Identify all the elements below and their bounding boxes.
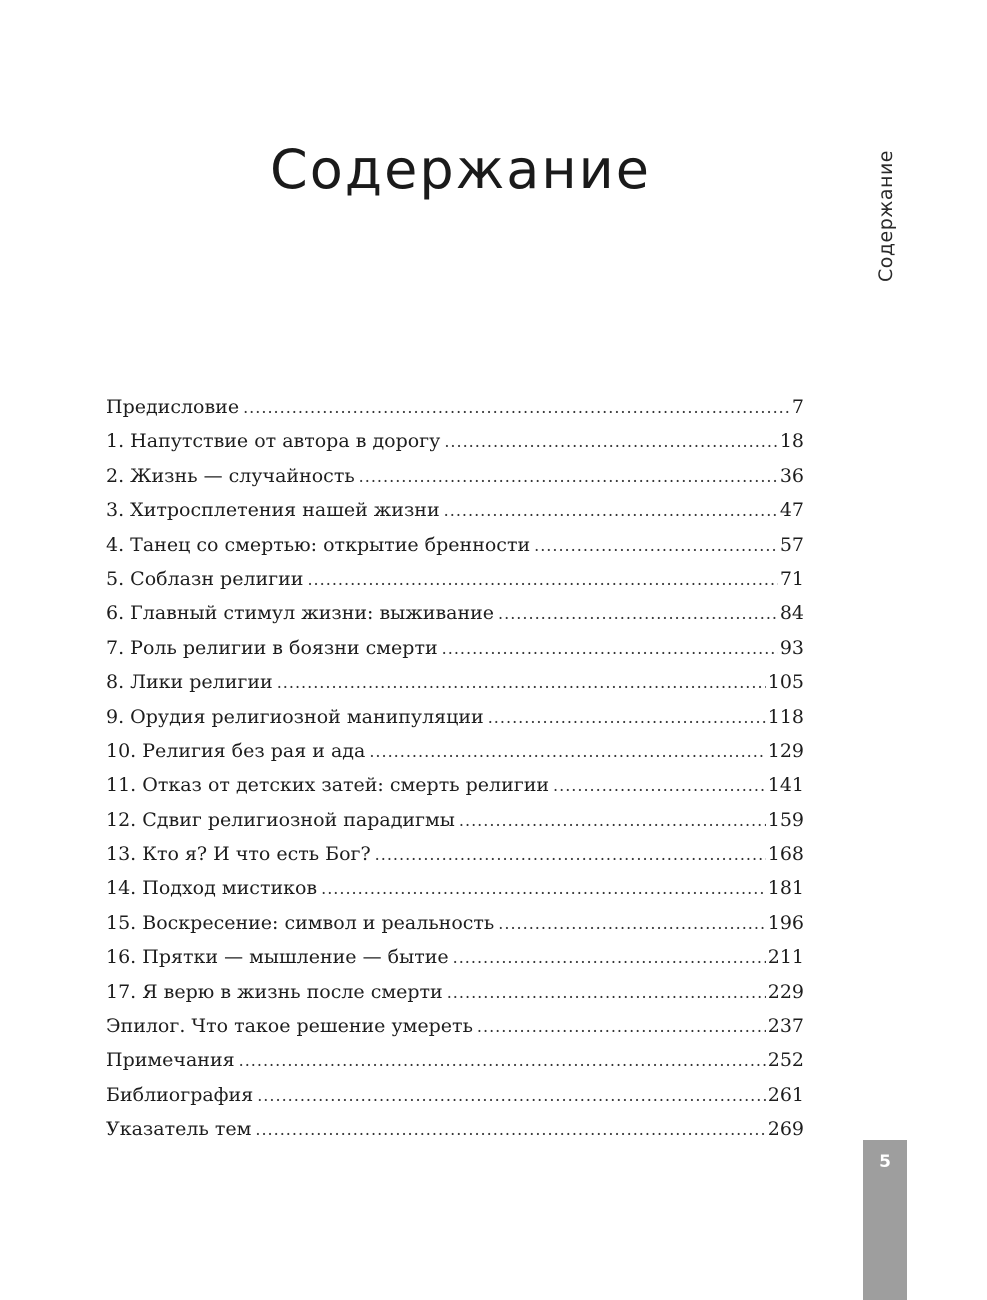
dot-leader [321,874,766,904]
page-title: Содержание [270,138,651,201]
dot-leader [239,1046,766,1076]
toc-entry-label: 11. Отказ от детских затей: смерть религии [106,774,550,797]
toc-entry-page: 84 [779,602,804,625]
toc-entry-label: 14. Подход мистиков [106,877,318,900]
toc-entry-page: 141 [767,774,804,797]
toc-entry-page: 159 [767,808,804,831]
dot-leader [243,393,790,423]
toc-entry-label: 12. Сдвиг религиозной парадигмы [106,808,455,831]
toc-entry-label: Указатель тем [106,1118,252,1141]
dot-leader [369,737,765,767]
toc-entry-page: 229 [767,980,804,1003]
toc-entry-label: 2. Жизнь — случайность [106,464,355,487]
toc-entry-chapter-14[interactable] [106,873,804,907]
toc-entry-chapter-15[interactable] [106,908,804,942]
toc-entry-chapter-7[interactable] [106,633,804,667]
toc-entry-bibliography[interactable] [106,1080,804,1114]
table-of-contents [106,392,804,1149]
toc-entry-page: 261 [767,1083,804,1106]
toc-entry-chapter-4[interactable] [106,530,804,564]
toc-entry-epilogue[interactable] [106,1011,804,1045]
dot-leader [553,771,766,801]
toc-entry-chapter-9[interactable] [106,702,804,736]
toc-entry-chapter-10[interactable] [106,736,804,770]
dot-leader [359,462,778,492]
toc-entry-label: Библиография [106,1083,254,1106]
toc-entry-chapter-1[interactable] [106,426,804,460]
toc-entry-page: 57 [779,533,804,556]
toc-entry-label: 1. Напутствие от автора в дорогу [106,430,441,453]
toc-entry-label: Примечания [106,1049,235,1072]
toc-entry-chapter-2[interactable] [106,461,804,495]
dot-leader [459,806,766,836]
toc-entry-page: 93 [779,636,804,659]
toc-entry-chapter-8[interactable] [106,667,804,701]
toc-entry-chapter-5[interactable] [106,564,804,598]
toc-entry-page: 269 [767,1118,804,1141]
running-header-vertical: Содержание [875,150,897,282]
dot-leader [375,840,766,870]
toc-entry-page: 196 [767,911,804,934]
toc-entry-label: 5. Соблазн религии [106,567,304,590]
toc-entry-label: 15. Воскресение: символ и реальность [106,911,495,934]
toc-entry-page: 71 [779,567,804,590]
toc-entry-page: 181 [767,877,804,900]
toc-entry-chapter-12[interactable] [106,805,804,839]
toc-entry-chapter-13[interactable] [106,839,804,873]
dot-leader [277,668,766,698]
toc-entry-page: 18 [779,430,804,453]
dot-leader [477,1012,766,1042]
dot-leader [447,978,766,1008]
toc-entry-chapter-11[interactable] [106,770,804,804]
dot-leader [444,496,778,526]
toc-entry-label: 17. Я верю в жизнь после смерти [106,980,443,1003]
toc-entry-label: 16. Прятки — мышление — бытие [106,946,449,969]
page-number: 5 [879,1152,891,1172]
toc-entry-notes[interactable] [106,1045,804,1079]
toc-entry-chapter-6[interactable] [106,598,804,632]
toc-entry-page: 118 [767,705,804,728]
toc-entry-label: 6. Главный стимул жизни: выживание [106,602,495,625]
toc-entry-page: 105 [767,671,804,694]
toc-entry-page: 168 [767,843,804,866]
toc-entry-label: 13. Кто я? И что есть Бог? [106,843,371,866]
toc-entry-label: 10. Религия без рая и ада [106,739,366,762]
dot-leader [444,427,777,457]
dot-leader [498,909,765,939]
toc-entry-label: 3. Хитросплетения нашей жизни [106,499,440,522]
toc-entry-chapter-16[interactable] [106,942,804,976]
dot-leader [534,531,778,561]
toc-entry-label: 8. Лики религии [106,671,273,694]
toc-entry-label: 7. Роль религии в боязни смерти [106,636,438,659]
toc-entry-label: 4. Танец со смертью: открытие бренности [106,533,531,556]
toc-entry-preface[interactable] [106,392,804,426]
dot-leader [488,703,766,733]
toc-entry-chapter-17[interactable] [106,977,804,1011]
toc-entry-label: Эпилог. Что такое решение умереть [106,1015,473,1038]
toc-entry-page: 237 [767,1015,804,1038]
toc-entry-chapter-3[interactable] [106,495,804,529]
toc-entry-label: 9. Орудия религиозной манипуляции [106,705,484,728]
dot-leader [257,1081,766,1111]
dot-leader [453,943,766,973]
toc-entry-page: 129 [767,739,804,762]
dot-leader [498,599,778,629]
toc-entry-page: 7 [791,396,804,418]
toc-entry-page: 211 [767,946,804,969]
toc-entry-page: 36 [779,464,804,487]
toc-entry-index[interactable] [106,1114,804,1148]
page-number-tab [863,1140,907,1300]
dot-leader [255,1115,765,1145]
dot-leader [307,565,777,595]
dot-leader [442,634,778,664]
toc-entry-label: Предисловие [106,396,240,418]
toc-entry-page: 47 [779,499,804,522]
toc-entry-page: 252 [767,1049,804,1072]
